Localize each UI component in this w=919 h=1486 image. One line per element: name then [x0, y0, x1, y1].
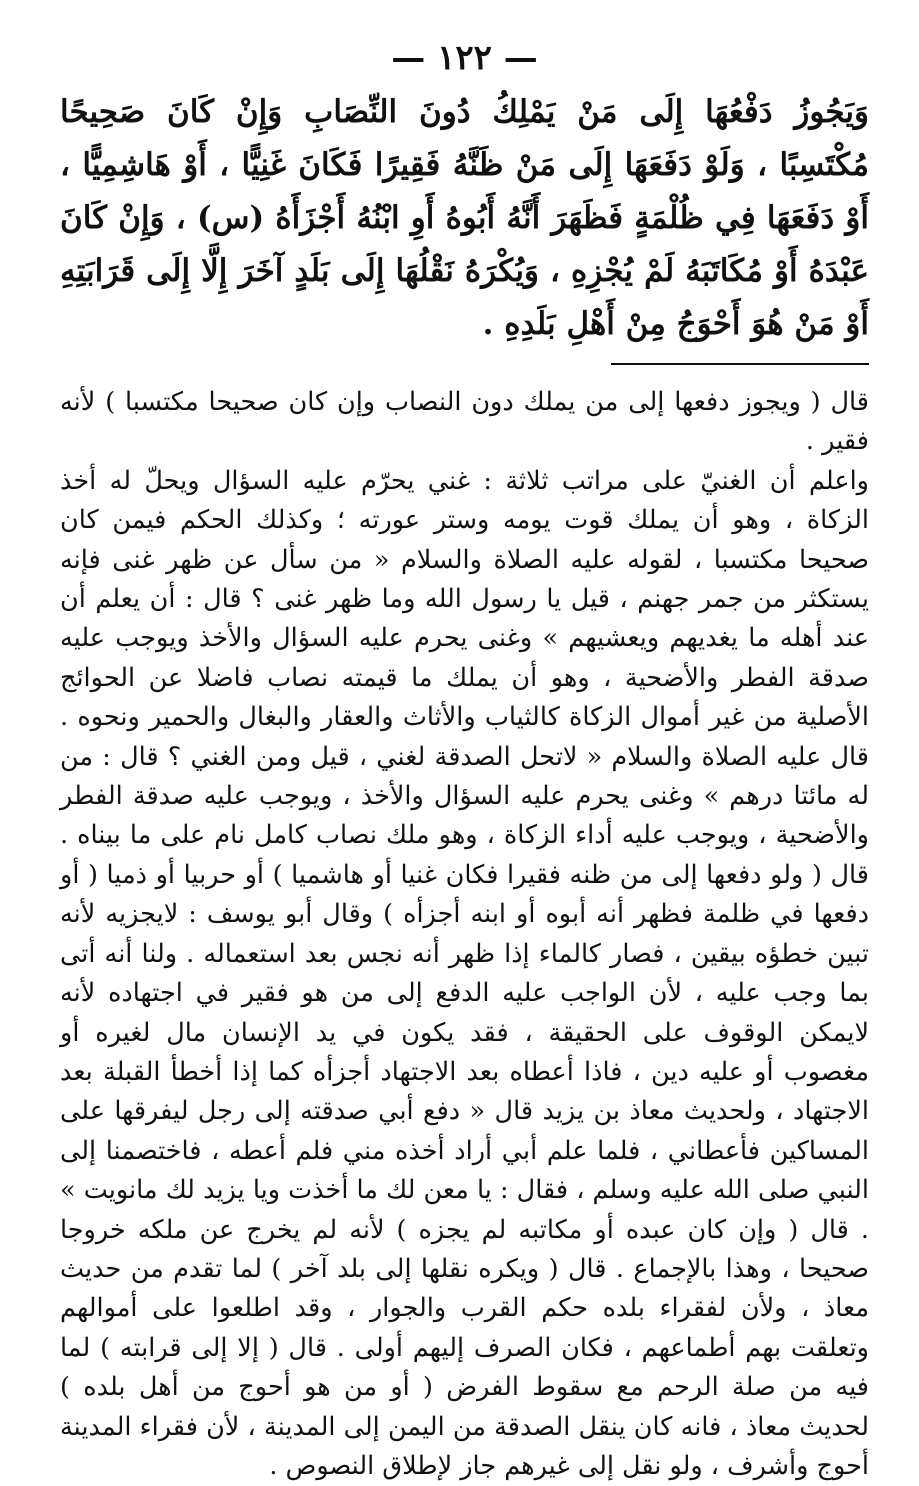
commentary-paragraph-1: قال ( ويجوز دفعها إلى من يملك دون النصاب وإن كان صحيحا مكتسبا ) لأنه فقير .: [60, 387, 869, 457]
commentary-text-block: [60, 383, 869, 1486]
matn-text-block: [60, 86, 869, 351]
page-number: — ١٢٢ —: [391, 38, 538, 78]
matn-paragraph: وَيَجُوزُ دَفْعُهَا إِلَى مَنْ يَمْلِكُ دُونَ النِّصَابِ وَإِنْ كَانَ صَحِيحًا مُكْتَسِبًا ، وَلَوْ دَفَعَهَا إِلَى مَنْ ظَنَّهُ فَقِيرًا فَكَانَ غَنِيًّا ، أَوْ هَاشِمِيًّا ، أَوْ دَفَعَهَا فِي ظُلْمَةٍ فَظَهَرَ أَنَّهُ أَبُوهُ أَوِ ابْنُهُ أَجْزَأَهُ (س) ، وَإِنْ كَانَ عَبْدَهُ أَوْ مُكَاتَبَهُ لَمْ يُجْزِهِ ، وَيُكْرَهُ نَقْلُهَا إِلَى بَلَدٍ آخَرَ إِلَّا إِلَى قَرَابَتِهِ أَوْ مَنْ هُوَ أَحْوَجُ مِنْ أَهْلِ بَلَدِهِ .: [60, 94, 869, 342]
commentary-paragraph-2: واعلم أن الغنيّ على مراتب ثلاثة : غني يحرّم عليه السؤال ويحلّ له أخذ الزكاة ، وهو أن يملك قوت يومه وستر عورته ؛ وكذلك الحكم فيمن كان صحيحا مكتسبا ، لقوله عليه الصلاة والسلام « من سأل عن ظهر غنى فإنه يستكثر من جمر جهنم ، قيل يا رسول الله وما ظهر غنى ؟ قال : أن يعلم أن عند أهله ما يغديهم ويعشيهم » وغنى يحرم عليه السؤال والأخذ ويوجب عليه صدقة الفطر والأضحية ، وهو أن يملك ما قيمته نصاب فاضلا عن الحوائج الأصلية من غير أموال الزكاة كالثياب والأثاث والعقار والبغال والحمير ونحوه . قال عليه الصلاة والسلام « لاتحل الصدقة لغني ، قيل ومن الغني ؟ قال : من له مائتا درهم » وغنى يحرم عليه السؤال والأخذ ، ويوجب عليه صدقة الفطر والأضحية ، ويوجب عليه أداء الزكاة ، وهو ملك نصاب كامل نام على ما بيناه . قال ( ولو دفعها إلى من ظنه فقيرا فكان غنيا أو هاشميا ) أو حربيا أو ذميا ( أو دفعها في ظلمة فظهر أنه أبوه أو ابنه أجزأه ) وقال أبو يوسف : لايجزيه لأنه تبين خطؤه بيقين ، فصار كالماء إذا ظهر أنه نجس بعد استعماله . ولنا أنه أتى بما وجب عليه ، لأن الواجب عليه الدفع إلى من هو فقير في اجتهاده لأنه لايمكن الوقوف على الحقيقة ، فقد يكون في يد الإنسان مال لغيره أو مغصوب أو عليه دين ، فاذا أعطاه بعد الاجتهاد أجزأه كما إذا أخطأ القبلة بعد الاجتهاد ، ولحديث معاذ بن يزيد قال « دفع أبي صدقته إلى رجل ليفرقها على المساكين فأعطاني ، فلما علم أبي أراد أخذه مني فلم أعطه ، فاختصمنا إلى النبي صلى الله عليه وسلم ، فقال : يا معن لك ما أخذت ويا يزيد لك مانويت » . قال ( وإن كان عبده أو مكاتبه لم يجزه ) لأنه لم يخرج عن ملكه خروجا صحيحا ، وهذا بالإجماع . قال ( ويكره نقلها إلى بلد آخر ) لما تقدم من حديث معاذ ، ولأن لفقراء بلده حكم القرب والجوار ، وقد اطلعوا على أموالهم وتعلقت بهم أطماعهم ، فكان الصرف إليهم أولى . قال ( إلا إلى قرابته ) لما فيه من صلة الرحم مع سقوط الفرض ( أو من هو أحوج من أهل بلده ) لحديث معاذ ، فانه كان ينقل الصدقة من اليمن إلى المدينة ، لأن فقراء المدينة أحوج وأشرف ، ولو نقل إلى غيرهم جاز لإطلاق النصوص .: [60, 465, 869, 1481]
section-divider: [611, 363, 869, 365]
